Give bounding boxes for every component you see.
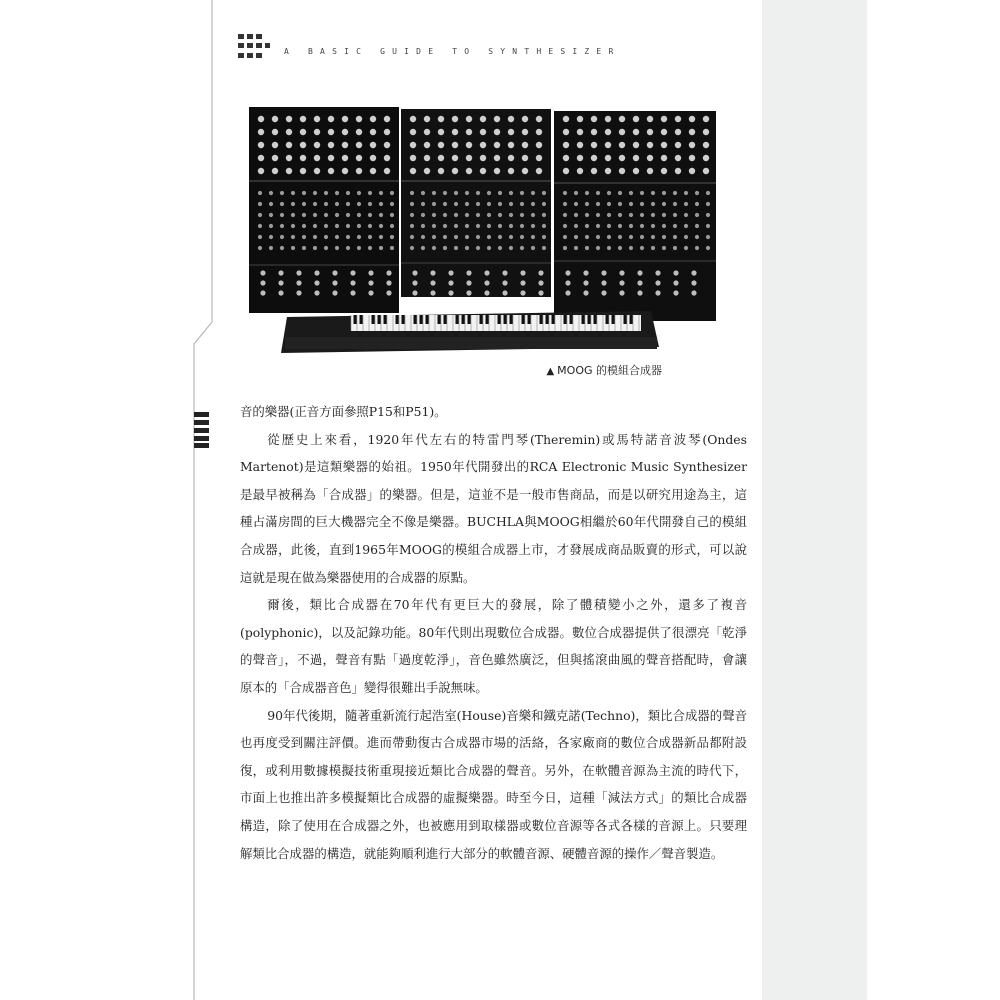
caption-text: MOOG 的模組合成器 — [557, 364, 662, 377]
body-text — [240, 398, 747, 867]
right-margin-panel — [762, 0, 867, 1000]
paragraph-4: 90年代後期，隨著重新流行起浩室(House)音樂和鐵克諾(Techno)，類比合成器的聲音也再度受到關注評價。進而帶動復古合成器市場的活絡，各家廠商的數位合成器新品都附設復，或利用數據模擬技術重現接近類比合成器的聲音。另外，在軟體音源為主流的時代下，市面上也推出許多模擬類比合成器的虛擬樂器。時至今日，這種「減法方式」的類比合成器構造，除了使用在合成器之外，也被應用到取樣器或數位音源等各式各樣的音源上。只要理解類比合成器的構造，就能夠順利進行大部分的軟體音源、硬體音源的操作／聲音製造。 — [240, 707, 747, 861]
page-edge-line — [190, 0, 220, 1000]
paragraph-2: 從歷史上來看，1920年代左右的特雷門琴(Theremin)或馬特諾音波琴(Ondes Martenot)是這類樂器的始祖。1950年代開發出的RCA Electronic Music Synthesizer是最早被稱為「合成器」的樂器。但是，這並不是一般市售商品，而是以研究用途為主，這種占滿房間的巨大機器完全不像是樂器。BUCHLA與MOOG相繼於60年代開發自己的模組合成器，此後，直到1965年MOOG的模組合成器上市，才發展成商品販賣的形式，可以說這就是現在做為樂器使用的合成器的原點。 — [240, 431, 747, 585]
paragraph-1: 音的樂器(正音方面參照P15和P51)。 — [240, 404, 447, 419]
header-logo-icon — [238, 34, 270, 64]
side-tab-marker — [194, 412, 209, 448]
paragraph-3: 爾後，類比合成器在70年代有更巨大的發展，除了體積變小之外，還多了複音(polyphonic)，以及記錄功能。80年代則出現數位合成器。數位合成器提供了很漂亮「乾淨的聲音」，不過，聲音有點「過度乾淨」，音色雖然廣泛，但與搖滾曲風的聲音搭配時，會讓原本的「合成器音色」變得很難出手說無味。 — [240, 597, 747, 695]
caption-triangle-icon: ▲ — [546, 366, 555, 377]
photo-caption — [546, 362, 662, 378]
running-header-title: A BASIC GUIDE TO SYNTHESIZER — [284, 47, 621, 56]
moog-modular-synth-photo — [247, 101, 717, 357]
